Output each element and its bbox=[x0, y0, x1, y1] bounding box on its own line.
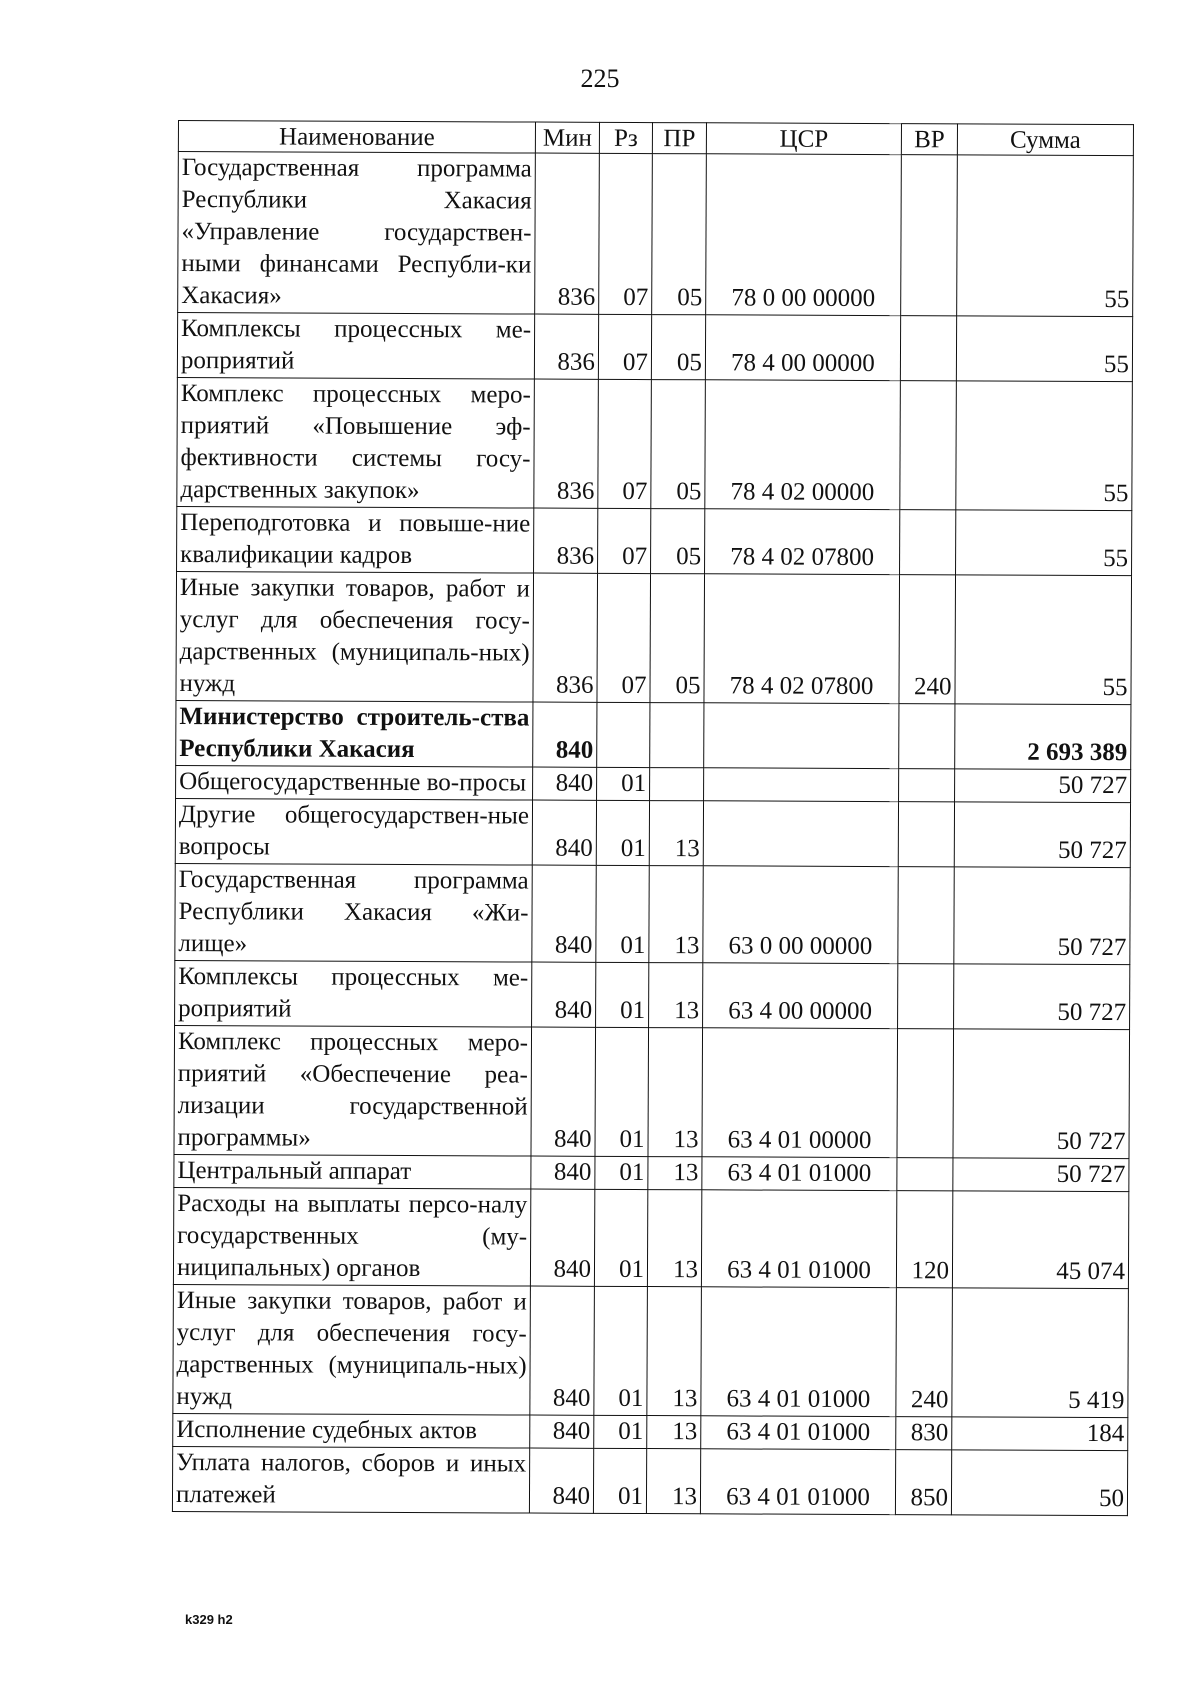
cell-sum: 50 727 bbox=[954, 802, 1130, 868]
cell-vr bbox=[898, 802, 954, 867]
cell-vr: 240 bbox=[899, 575, 956, 704]
cell-name: Другие общегосударствен-ные вопросы bbox=[175, 798, 532, 865]
cell-min: 836 bbox=[534, 314, 598, 379]
budget-table bbox=[172, 120, 1134, 1516]
cell-vr bbox=[897, 1158, 953, 1191]
cell-rz: 01 bbox=[595, 1156, 648, 1189]
cell-rz: 07 bbox=[598, 314, 651, 379]
cell-csr: 78 4 02 00000 bbox=[705, 380, 901, 510]
cell-vr bbox=[901, 155, 958, 316]
cell-vr bbox=[900, 510, 956, 575]
cell-csr: 78 0 00 00000 bbox=[706, 154, 902, 316]
table-row bbox=[176, 765, 1131, 802]
cell-sum: 50 bbox=[951, 1450, 1127, 1516]
cell-vr bbox=[898, 964, 954, 1029]
cell-vr bbox=[900, 381, 957, 510]
table-row bbox=[177, 506, 1132, 575]
cell-name: Комплексы процессных ме-роприятий bbox=[177, 313, 534, 380]
cell-vr bbox=[898, 867, 954, 964]
cell-sum: 5 419 bbox=[952, 1288, 1129, 1418]
cell-vr bbox=[899, 704, 955, 769]
header-pr: ПР bbox=[652, 123, 706, 154]
cell-min: 836 bbox=[533, 573, 598, 702]
header-csr: ЦСР bbox=[706, 123, 901, 155]
cell-min: 840 bbox=[530, 1415, 594, 1448]
cell-sum: 55 bbox=[956, 316, 1132, 382]
cell-vr bbox=[897, 1029, 954, 1158]
cell-rz: 01 bbox=[594, 1415, 647, 1448]
cell-pr: 13 bbox=[646, 1449, 700, 1514]
cell-pr: 13 bbox=[649, 963, 703, 1028]
cell-csr: 63 4 01 01000 bbox=[701, 1190, 896, 1288]
cell-csr: 63 4 01 01000 bbox=[701, 1287, 897, 1417]
cell-rz: 01 bbox=[596, 800, 649, 865]
cell-rz: 01 bbox=[596, 962, 649, 1027]
cell-name: Министерство строитель-ства Республики Хакасия bbox=[176, 700, 533, 767]
table-row bbox=[173, 1187, 1128, 1288]
cell-vr: 120 bbox=[896, 1191, 952, 1288]
cell-csr: 63 4 00 00000 bbox=[703, 963, 898, 1029]
cell-pr: 05 bbox=[651, 315, 705, 380]
cell-sum: 50 727 bbox=[954, 867, 1130, 965]
cell-csr: 63 4 01 01000 bbox=[702, 1157, 897, 1191]
cell-rz: 01 bbox=[593, 1448, 646, 1513]
cell-min: 836 bbox=[534, 508, 598, 573]
cell-pr: 05 bbox=[652, 154, 707, 315]
cell-name: Общегосударственные во-просы bbox=[176, 765, 533, 800]
cell-csr: 63 0 00 00000 bbox=[703, 866, 898, 964]
cell-name: Иные закупки товаров, работ и услуг для обеспечения госу-дарственных (муниципаль-ных) нужд bbox=[176, 571, 534, 702]
cell-min: 836 bbox=[535, 153, 600, 314]
cell-name: Комплекс процессных меро-приятий «Обеспечение реа-лизации государственной программы» bbox=[174, 1025, 532, 1156]
cell-min: 840 bbox=[532, 865, 596, 962]
table-row bbox=[172, 1446, 1127, 1515]
cell-name: Уплата налогов, сборов и иных платежей bbox=[172, 1446, 529, 1513]
cell-min: 840 bbox=[533, 767, 597, 800]
cell-name: Центральный аппарат bbox=[174, 1154, 531, 1189]
cell-rz: 07 bbox=[598, 508, 651, 573]
table-row bbox=[175, 798, 1130, 867]
cell-rz: 07 bbox=[598, 379, 652, 508]
cell-min: 840 bbox=[529, 1448, 593, 1513]
cell-name: Государственная программа Республики Хакасия «Управление государствен-ными финансами Республи-ки Хакасия» bbox=[178, 152, 536, 315]
header-sum: Сумма bbox=[957, 124, 1133, 156]
cell-sum: 55 bbox=[955, 575, 1132, 705]
cell-rz: 01 bbox=[594, 1189, 647, 1286]
cell-min: 840 bbox=[531, 1027, 596, 1156]
cell-rz: 01 bbox=[595, 1027, 649, 1156]
cell-min: 840 bbox=[532, 800, 596, 865]
cell-pr: 13 bbox=[648, 1028, 703, 1157]
cell-pr: 13 bbox=[649, 866, 703, 963]
cell-sum: 2 693 389 bbox=[955, 704, 1131, 770]
cell-min: 840 bbox=[530, 1286, 595, 1415]
cell-csr bbox=[703, 801, 898, 867]
table-row bbox=[174, 1154, 1129, 1191]
cell-vr: 850 bbox=[895, 1450, 951, 1515]
header-vr: ВР bbox=[901, 124, 957, 155]
table-row bbox=[174, 1025, 1130, 1158]
cell-sum: 45 074 bbox=[952, 1191, 1128, 1289]
cell-csr bbox=[704, 703, 899, 769]
page-number: 225 bbox=[580, 64, 620, 93]
table-row bbox=[175, 863, 1130, 964]
cell-name: Расходы на выплаты персо-налу государственных (му-ниципальных) органов bbox=[173, 1187, 530, 1286]
cell-min: 836 bbox=[534, 379, 599, 508]
cell-pr: 13 bbox=[647, 1190, 701, 1287]
cell-rz: 07 bbox=[597, 573, 651, 702]
cell-name: Государственная программа Республики Хакасия «Жи-лище» bbox=[175, 863, 532, 962]
table-row bbox=[176, 700, 1131, 769]
cell-pr: 13 bbox=[649, 801, 703, 866]
cell-sum: 184 bbox=[952, 1417, 1128, 1451]
cell-pr: 05 bbox=[651, 509, 705, 574]
table-row bbox=[178, 152, 1134, 317]
cell-name: Комплекс процессных меро-приятий «Повышение эф-фективности системы госу-дарственных закупок» bbox=[177, 377, 535, 508]
cell-csr: 63 4 01 01000 bbox=[700, 1449, 895, 1515]
cell-min: 840 bbox=[533, 702, 597, 767]
cell-sum: 50 727 bbox=[953, 1158, 1129, 1192]
table-header-row bbox=[178, 121, 1133, 156]
cell-sum: 50 727 bbox=[953, 1029, 1130, 1159]
table-row bbox=[177, 313, 1132, 382]
table-row bbox=[173, 1284, 1129, 1417]
cell-csr: 78 4 02 07800 bbox=[704, 574, 900, 704]
cell-min: 840 bbox=[531, 1156, 595, 1189]
cell-name: Переподготовка и повыше-ние квалификации кадров bbox=[177, 506, 534, 573]
table-row bbox=[177, 377, 1133, 510]
table-row bbox=[176, 571, 1132, 704]
cell-sum: 55 bbox=[956, 381, 1133, 511]
cell-vr: 830 bbox=[896, 1417, 952, 1450]
cell-pr: 05 bbox=[650, 574, 705, 703]
cell-name: Исполнение судебных актов bbox=[173, 1413, 530, 1448]
cell-pr: 13 bbox=[647, 1287, 702, 1416]
cell-rz: 01 bbox=[597, 767, 650, 800]
header-name: Наименование bbox=[178, 121, 535, 154]
cell-pr: 05 bbox=[651, 380, 706, 509]
cell-csr: 78 4 02 07800 bbox=[705, 509, 900, 575]
cell-csr bbox=[704, 768, 899, 802]
cell-pr bbox=[650, 768, 704, 801]
cell-pr: 13 bbox=[648, 1157, 702, 1190]
cell-min: 840 bbox=[530, 1189, 594, 1286]
cell-sum: 55 bbox=[957, 155, 1134, 317]
cell-name: Комплексы процессных ме-роприятий bbox=[175, 960, 532, 1027]
cell-rz: 01 bbox=[594, 1286, 648, 1415]
cell-sum: 50 727 bbox=[954, 964, 1130, 1030]
cell-vr bbox=[899, 769, 955, 802]
header-rz: Рз bbox=[599, 122, 652, 153]
cell-pr bbox=[650, 703, 704, 768]
cell-pr: 13 bbox=[647, 1416, 701, 1449]
table-body bbox=[172, 152, 1133, 1516]
table-row bbox=[175, 960, 1130, 1029]
cell-rz: 01 bbox=[596, 865, 649, 962]
cell-sum: 50 727 bbox=[955, 769, 1131, 803]
table-row bbox=[173, 1413, 1128, 1450]
cell-csr: 63 4 01 00000 bbox=[702, 1028, 898, 1158]
footer-code: k329 h2 bbox=[185, 1612, 233, 1627]
cell-rz bbox=[597, 702, 650, 767]
cell-vr bbox=[900, 316, 956, 381]
cell-csr: 78 4 00 00000 bbox=[705, 315, 900, 381]
cell-rz: 07 bbox=[599, 153, 653, 314]
cell-name: Иные закупки товаров, работ и услуг для обеспечения госу-дарственных (муниципаль-ных) нужд bbox=[173, 1284, 531, 1415]
header-min: Мин bbox=[535, 122, 599, 153]
cell-sum: 55 bbox=[956, 510, 1132, 576]
cell-csr: 63 4 01 01000 bbox=[701, 1416, 896, 1450]
cell-vr: 240 bbox=[896, 1288, 953, 1417]
cell-min: 840 bbox=[532, 962, 596, 1027]
